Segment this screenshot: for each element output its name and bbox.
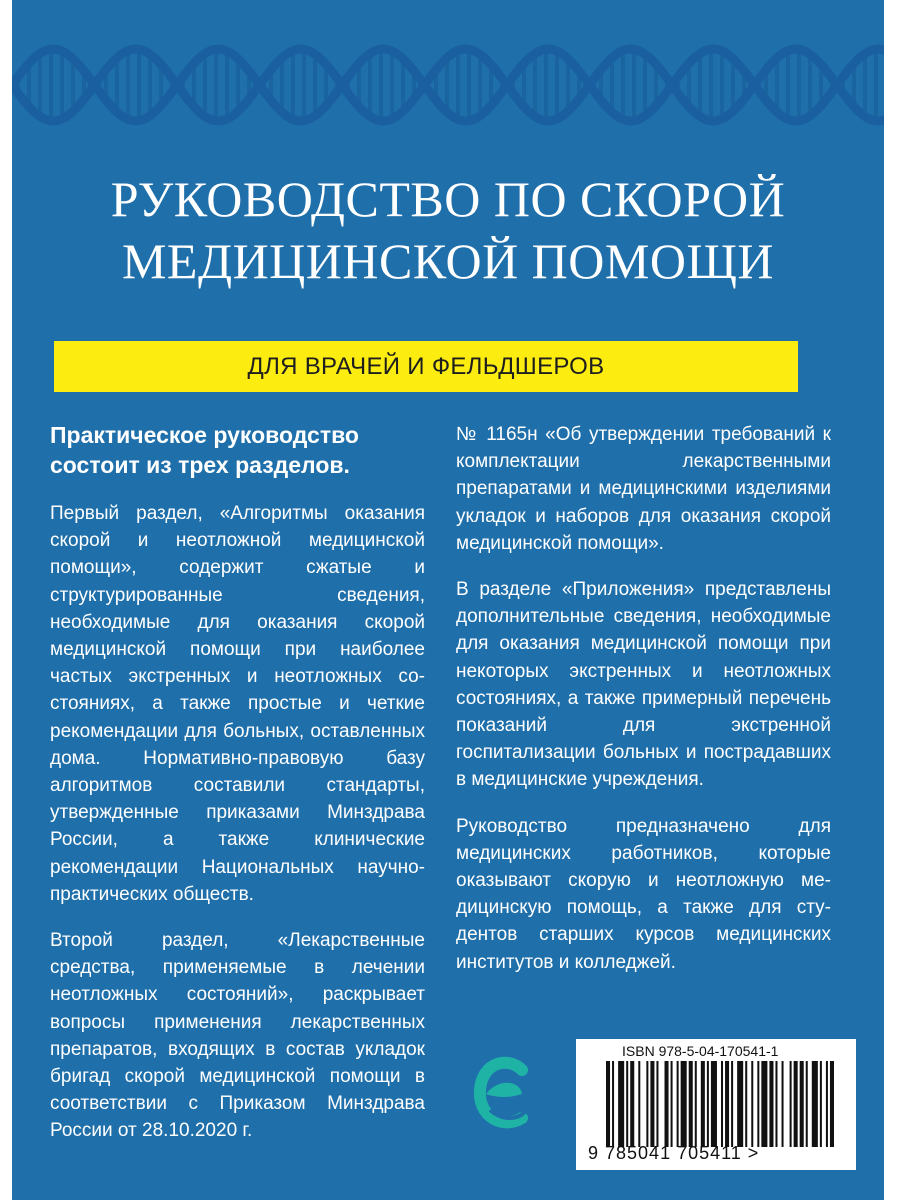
barcode-bar — [751, 1061, 753, 1147]
barcode-bar — [745, 1061, 747, 1147]
barcode-bar — [618, 1061, 624, 1147]
barcode-bar — [830, 1061, 834, 1147]
dna-helix-decoration — [12, 30, 884, 140]
barcode-digits: 9 785041 705411 > — [588, 1143, 760, 1163]
book-title-line-2: МЕДИЦИНСКОЙ ПОМОЩИ — [121, 233, 775, 289]
barcode-bar — [725, 1061, 729, 1147]
barcode-bar — [775, 1061, 777, 1147]
barcode-bar — [711, 1061, 717, 1147]
barcode-bar — [701, 1061, 705, 1147]
barcode-bar — [806, 1061, 808, 1147]
barcode-bar — [626, 1061, 628, 1147]
isbn-number: ISBN 978-5-04-170541-1 — [622, 1043, 779, 1059]
subtitle: ДЛЯ ВРАЧЕЙ И ФЕЛЬДШЕРОВ — [247, 352, 605, 380]
barcode-bar — [731, 1061, 733, 1147]
barcode-bar — [650, 1061, 654, 1147]
left-column — [50, 420, 425, 1164]
section-2-paragraph: Второй раздел, «Лекарственные средства, применяемые в лечении неотложных состояний», раскрывает вопросы применения лекарственных препаратов, входящих в состав укладок бригад скорой медицинской помощи в соответствии с Приказом Минздрава России от 28.10.2020 г. — [50, 930, 425, 1142]
book-back-cover — [12, 0, 884, 1200]
audience-paragraph: Руководство предназначено для медицинских работников, которые оказывают скорую и неотложную медицинскую помощь, а также для студентов старших курсов медицинских институтов и колледжей. — [456, 815, 831, 973]
barcode-bar — [630, 1061, 634, 1147]
barcode-bar — [812, 1061, 818, 1147]
barcode-bars — [606, 1061, 836, 1147]
intro-heading: Практическое руководство состоит из трех разделов. — [50, 422, 359, 478]
barcode-bar — [612, 1061, 614, 1147]
right-column — [456, 421, 831, 995]
barcode-bar — [638, 1061, 640, 1147]
barcode-bar — [665, 1061, 669, 1147]
barcode-bar — [820, 1061, 822, 1147]
barcode-bar — [769, 1061, 773, 1147]
appendix-paragraph: В разделе «Приложения» представлены дополнительные сведения, необходимые для оказания медицинской помощи при некоторых экстренных и неотложных состояниях, а также примерный перечень показаний для экстренной госпитализации больных и пострадавших в медицинские учреждения. — [456, 579, 831, 791]
barcode-bar — [794, 1061, 798, 1147]
barcode-bar — [681, 1061, 687, 1147]
barcode-bar — [695, 1061, 697, 1147]
barcode-bar — [826, 1061, 828, 1147]
barcode-bar — [707, 1061, 709, 1147]
barcode-bar — [790, 1061, 792, 1147]
barcode-bar — [757, 1061, 759, 1147]
eksmo-logo-icon — [470, 1050, 536, 1146]
barcode-bar — [656, 1061, 658, 1147]
barcode-bar — [721, 1061, 723, 1147]
section-2-continuation: № 1165н «Об утверждении требований к комплектации лекарственными препаратами и медицинскими изделиями укладок и наборов для оказания скорой медицинской помощи». — [456, 424, 831, 554]
barcode-bar — [606, 1061, 610, 1147]
barcode-bar — [646, 1061, 648, 1147]
subtitle-band — [54, 341, 798, 392]
barcode-bar — [737, 1061, 743, 1147]
barcode-bar — [671, 1061, 673, 1147]
barcode-bar — [782, 1061, 784, 1147]
barcode-bar — [689, 1061, 693, 1147]
barcode-panel — [576, 1039, 856, 1170]
barcode-bar — [761, 1061, 767, 1147]
barcode-bar — [677, 1061, 679, 1147]
barcode-bar — [800, 1061, 804, 1147]
book-title-line-1: РУКОВОДСТВО ПО СКОРОЙ — [110, 171, 786, 227]
book-title — [12, 168, 884, 292]
section-1-paragraph: Первый раздел, «Алгоритмы оказания скорой и неотложной медицинской помощи», содержит сжатые и структурированные сведения, необходимые для оказания скорой медицинской помощи при наиболее частых экстренных и неотложных состояниях, а также простые и четкие рекомендации для больных, оставленных дома. Нормативно-правовую базу алгоритмов составили стандарты, утвержденные приказами Минздрава России, а также клинические рекомендации Национальных научно-практических обществ. — [50, 503, 425, 905]
